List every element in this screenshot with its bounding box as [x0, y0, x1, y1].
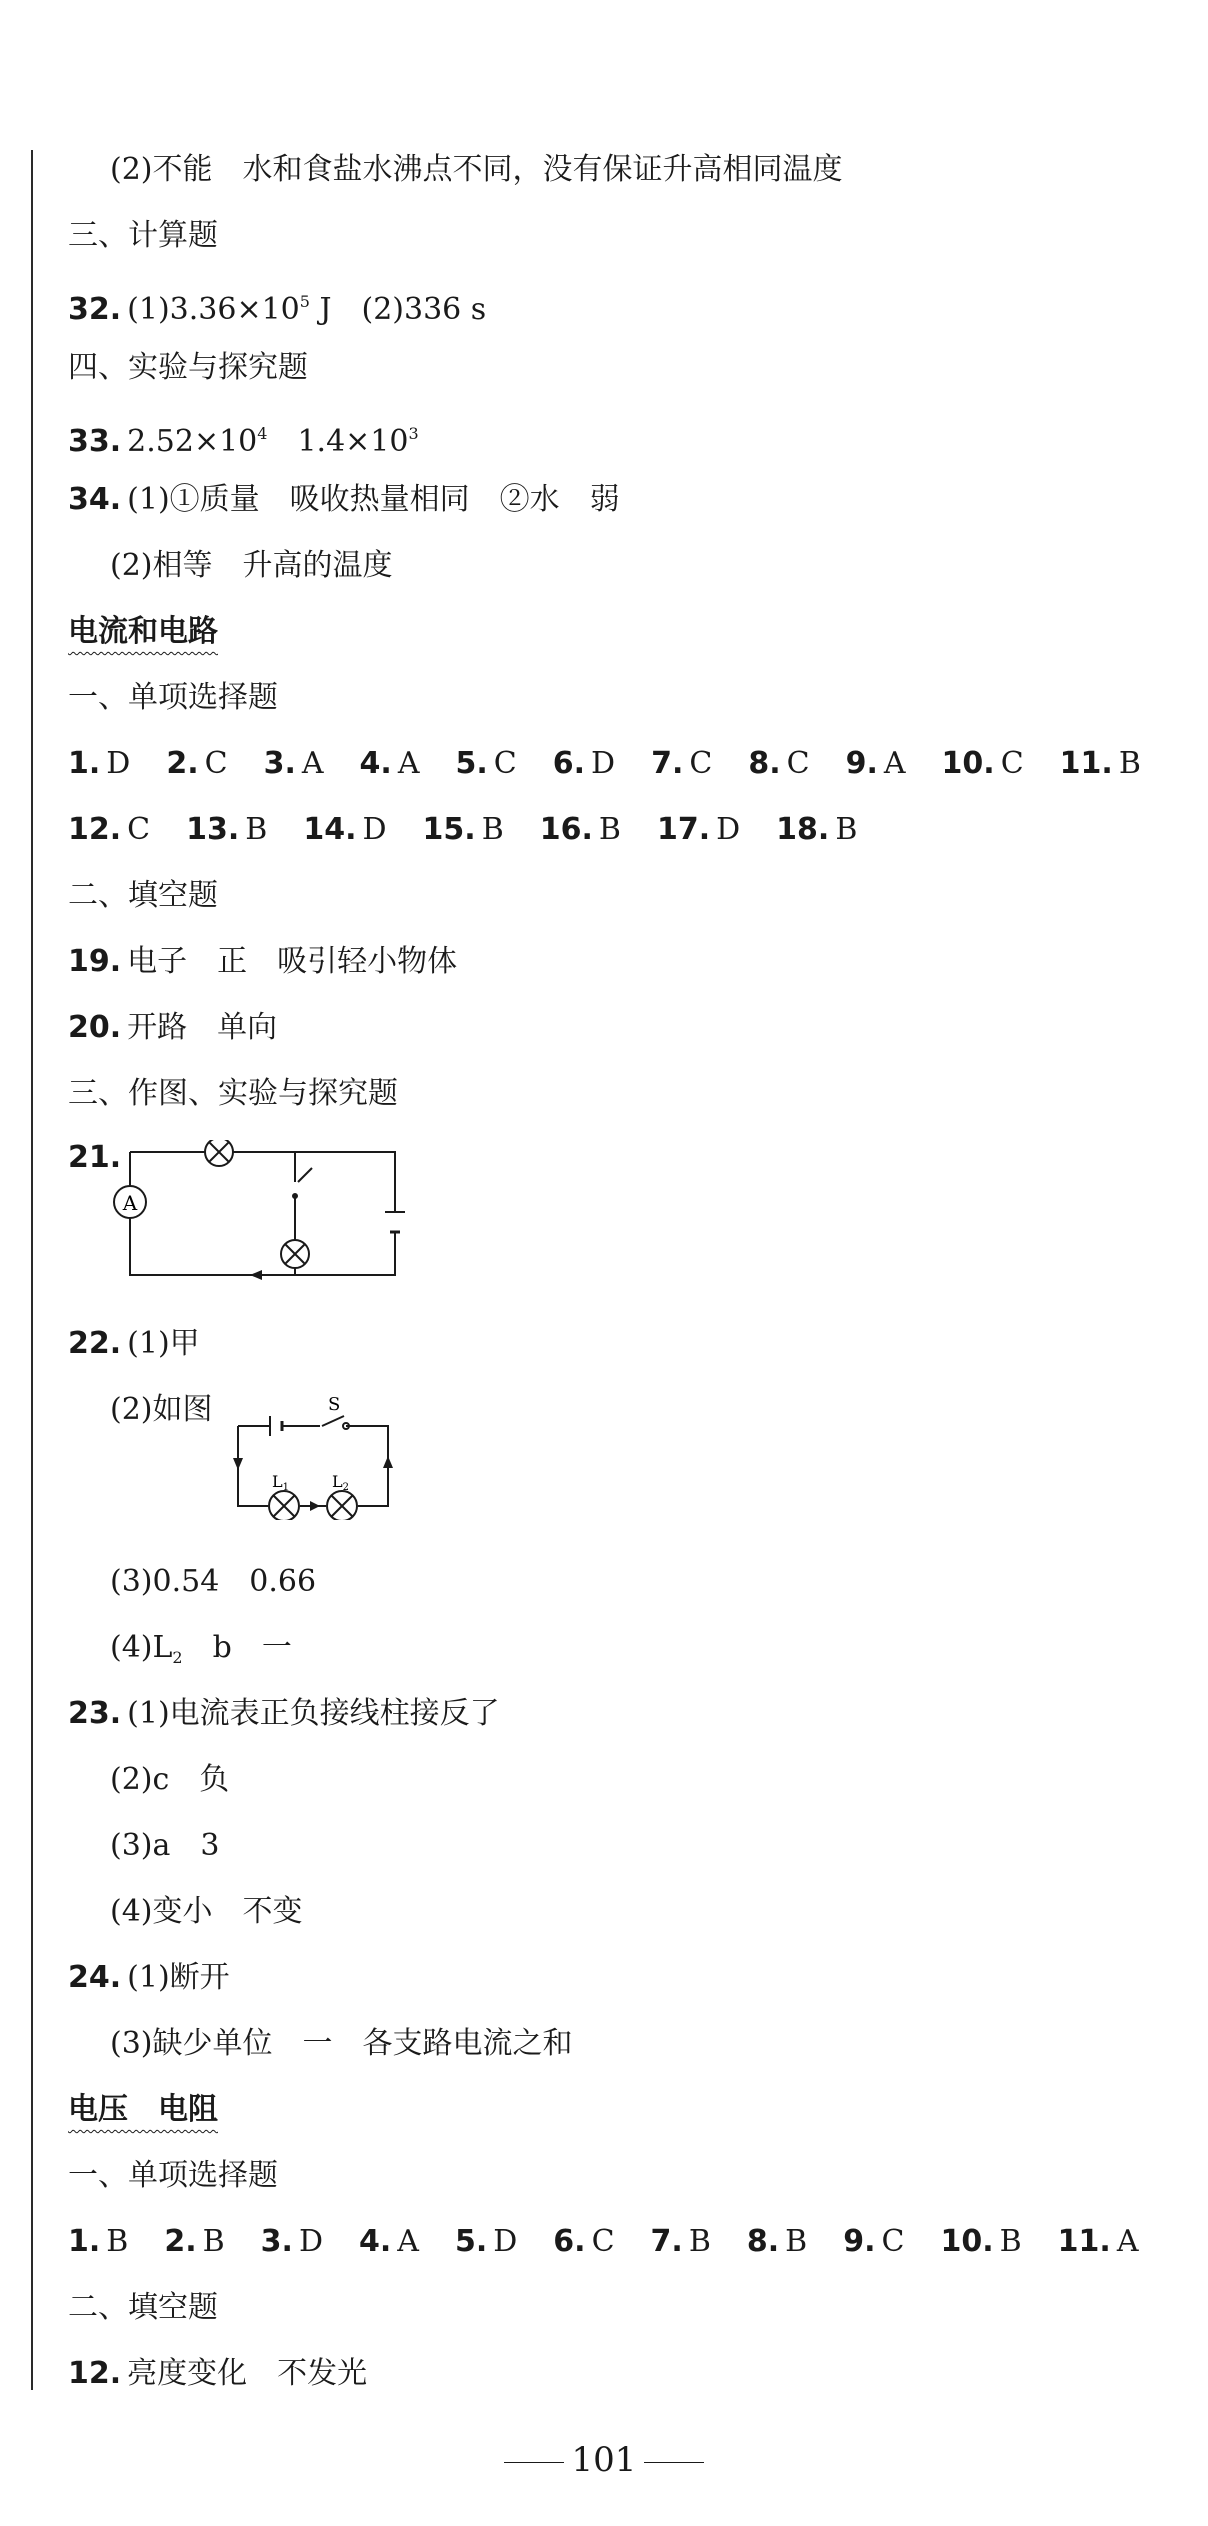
answer-letter: D — [362, 812, 387, 847]
circuit-diagram-22 — [220, 1390, 420, 1520]
choice-answer — [360, 746, 420, 781]
choice-answer — [455, 2224, 517, 2259]
question-number: 7. — [651, 746, 684, 781]
choice-answer — [1060, 746, 1141, 781]
choice-answers-row-1 — [68, 744, 1177, 784]
question-number: 14. — [303, 812, 357, 847]
choice-answer — [846, 746, 906, 781]
question-number: 21. — [68, 1140, 122, 1175]
question-number: 24. — [68, 1960, 122, 1995]
choice-answer — [68, 746, 130, 781]
answer-23-2: (2)c 负 — [110, 1762, 230, 1797]
subsection-fill-blank-2: 二、填空题 — [68, 2290, 218, 2325]
choice-answer — [68, 2224, 128, 2259]
choice-answer — [940, 2224, 1021, 2259]
question-number: 5. — [454, 2224, 488, 2259]
choice-answer — [747, 2224, 807, 2259]
answer-letter: C — [591, 2224, 615, 2259]
question-number: 6. — [553, 2224, 586, 2259]
choice-answer — [1058, 2224, 1139, 2259]
choice-answer — [553, 2224, 614, 2259]
answer-32: 32. $(1)3.36\times 10^5$ J (2)336 s — [68, 292, 487, 327]
question-number: 33. — [68, 424, 122, 459]
subsection-drawing: 三、作图、实验与探究题 — [68, 1076, 398, 1111]
question-number: 3. — [263, 746, 296, 781]
question-number: 9. — [845, 746, 878, 781]
question-number: 3. — [260, 2224, 293, 2259]
answer-letter: B — [1118, 746, 1141, 781]
answer-letter: B — [688, 2224, 711, 2259]
question-number: 16. — [539, 812, 593, 847]
answer-12: 12. 亮度变化 不发光 — [68, 2356, 368, 2391]
choice-answer — [186, 812, 267, 847]
answer-letter: B — [106, 2224, 129, 2259]
question-number: 4. — [359, 746, 392, 781]
choice-answer — [303, 812, 386, 847]
question-number: 12. — [68, 812, 122, 847]
choice-answer — [166, 746, 227, 781]
question-number: 8. — [748, 746, 781, 781]
answer-22-2: (2)如图 — [110, 1392, 213, 1427]
question-number: 5. — [455, 746, 488, 781]
question-number: 10. — [941, 746, 995, 781]
answer-22-3: (3)0.54 0.66 — [110, 1564, 317, 1599]
question-number: 1. — [68, 746, 101, 781]
section-title-current-circuit: 电流和电路 — [68, 614, 218, 649]
choice-answer — [776, 812, 857, 847]
subsection-single-choice: 一、单项选择题 — [68, 680, 278, 715]
answer-23-3: (3)a 3 — [110, 1828, 220, 1863]
question-number: 9. — [843, 2224, 876, 2259]
answer-letter: D — [106, 746, 131, 781]
section-experiment: 四、实验与探究题 — [68, 350, 308, 385]
answer-letter: C — [204, 746, 228, 781]
answer-23-4: (4)变小 不变 — [110, 1894, 303, 1929]
margin-rule — [31, 150, 33, 2390]
answer-letter: C — [1000, 746, 1024, 781]
answer-letter: B — [481, 812, 504, 847]
answer-letter: B — [999, 2224, 1022, 2259]
choice-answer — [942, 746, 1024, 781]
choice-answer — [553, 746, 615, 781]
answer-letter: D — [716, 812, 741, 847]
answer-20: 20. 开路 单向 — [68, 1010, 278, 1045]
question-number: 11. — [1059, 746, 1113, 781]
answer-19: 19. 电子 正 吸引轻小物体 — [68, 944, 458, 979]
answer-letter: D — [298, 2224, 323, 2259]
answer-22-4: $(4)L_2$ b 一 — [110, 1630, 292, 1667]
lamp1-label: L1 — [272, 1472, 289, 1493]
choice-answer — [423, 812, 504, 847]
answer-letter: A — [397, 2224, 419, 2259]
question-number: 32. — [68, 292, 122, 327]
answer-letter: C — [689, 746, 713, 781]
question-number: 7. — [650, 2224, 683, 2259]
page-number: 101 — [0, 2438, 1208, 2482]
answer-24-1: 24. (1)断开 — [68, 1960, 230, 1995]
switch-label: S — [328, 1394, 341, 1415]
ammeter-label: A — [122, 1191, 138, 1215]
answer-letter: A — [1116, 2224, 1139, 2259]
choice-answer — [540, 812, 621, 847]
circuit-diagram-21 — [100, 1140, 420, 1290]
answer-letter: D — [591, 746, 616, 781]
choice-answer — [651, 2224, 711, 2259]
question-number: 34. — [68, 482, 122, 517]
answer-31-2: (2)不能 水和食盐水沸点不同，没有保证升高相同温度 — [110, 152, 843, 187]
answer-letter: B — [245, 812, 268, 847]
question-number: 2. — [164, 2224, 197, 2259]
choice-answer — [651, 746, 712, 781]
question-number: 6. — [552, 746, 586, 781]
choice-answer — [843, 2224, 904, 2259]
question-number: 8. — [746, 2224, 780, 2259]
question-number: 2. — [166, 746, 199, 781]
answer-34-1: 34. (1)①质量 吸收热量相同 ②水 弱 — [68, 482, 620, 517]
answer-letter: B — [598, 812, 621, 847]
question-number: 11. — [1057, 2224, 1111, 2259]
answer-letter: C — [786, 746, 810, 781]
question-number: 1. — [68, 2224, 101, 2259]
choice-answers-row-2 — [68, 810, 893, 850]
answer-letter: A — [301, 746, 324, 781]
question-number: 18. — [776, 812, 830, 847]
answer-34-2: (2)相等 升高的温度 — [110, 548, 393, 583]
choice-answer — [748, 746, 809, 781]
answer-letter: A — [397, 746, 420, 781]
answer-24-3: (3)缺少单位 一 各支路电流之和 — [110, 2026, 573, 2061]
subsection-single-choice-2: 一、单项选择题 — [68, 2158, 278, 2193]
answer-letter: A — [883, 746, 906, 781]
question-number: 23. — [68, 1696, 122, 1731]
question-number: 20. — [68, 1010, 122, 1045]
answer-letter: C — [127, 812, 151, 847]
choice-answers-row-3 — [68, 2222, 1174, 2262]
answer-23-1: 23. (1)电流表正负接线柱接反了 — [68, 1696, 500, 1731]
answer-33: 33. $2.52\times 10^4$ $1.4\times 10^3$ — [68, 424, 419, 459]
question-number: 15. — [422, 812, 476, 847]
question-number: 10. — [940, 2224, 994, 2259]
section-title-voltage-resistance: 电压 电阻 — [68, 2092, 218, 2127]
question-number: 22. — [68, 1326, 122, 1361]
question-number: 17. — [656, 812, 711, 847]
answer-22-1: 22. (1)甲 — [68, 1326, 200, 1361]
choice-answer — [164, 2224, 224, 2259]
choice-answer — [359, 2224, 419, 2259]
subsection-fill-blank: 二、填空题 — [68, 878, 218, 913]
answer-letter: B — [835, 812, 858, 847]
choice-answer — [657, 812, 740, 847]
question-number: 13. — [186, 812, 240, 847]
choice-answer — [264, 746, 324, 781]
question-number: 12. — [68, 2356, 122, 2391]
section-calc: 三、计算题 — [68, 218, 218, 253]
choice-answer — [261, 2224, 323, 2259]
choice-answer — [68, 812, 150, 847]
answer-letter: C — [493, 746, 517, 781]
answer-letter: D — [493, 2224, 518, 2259]
question-number: 4. — [359, 2224, 392, 2259]
choice-answer — [456, 746, 517, 781]
lamp2-label: L2 — [332, 1472, 349, 1493]
answer-letter: C — [881, 2224, 905, 2259]
question-number: 19. — [68, 944, 122, 979]
answer-letter: B — [785, 2224, 808, 2259]
answer-letter: B — [202, 2224, 225, 2259]
